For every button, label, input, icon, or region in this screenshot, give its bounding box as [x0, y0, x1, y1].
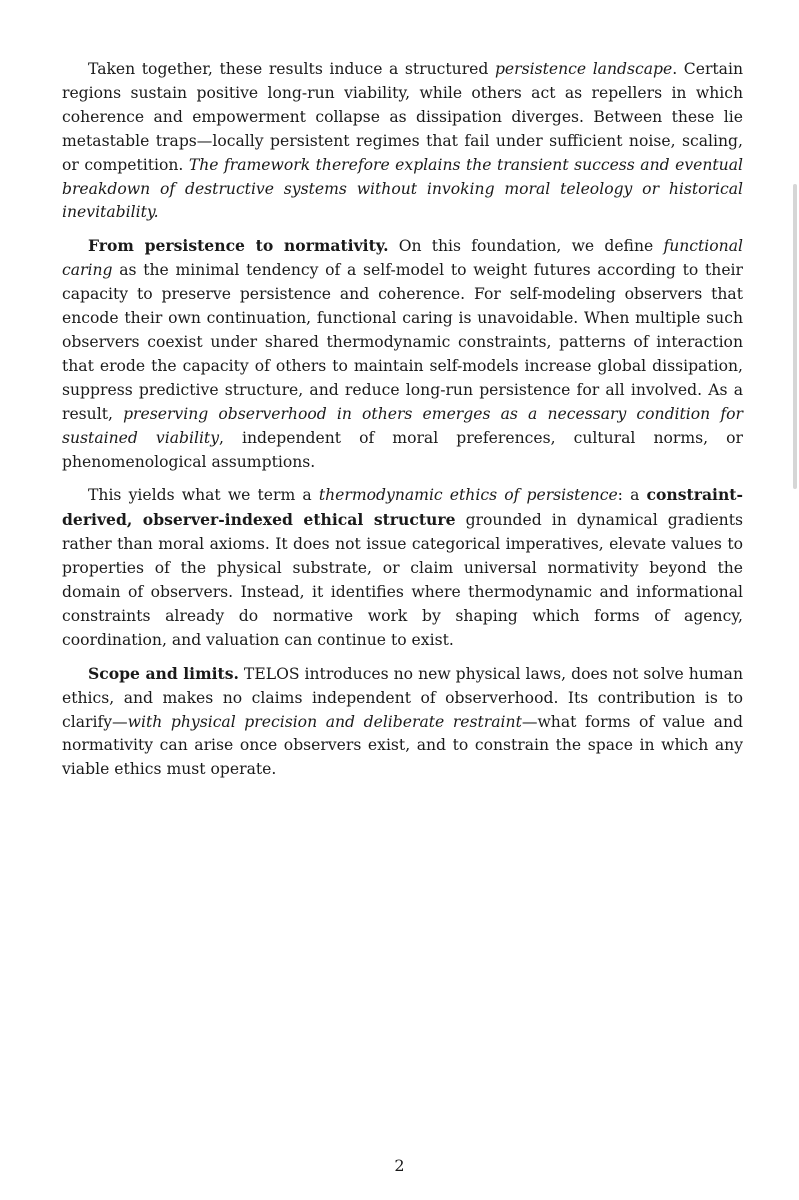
text-run: This yields what we term a: [88, 486, 319, 505]
text-run: , independent of moral preferences, cultural norms, or phenomenological assumptions.: [62, 428, 743, 471]
text-run: —what forms of value and normativity can arise once observers exist, and to constrain the space in which any viable ethics must operate.: [62, 712, 743, 779]
text-run: . Certain regions sustain positive long-run viability, while others act as repellers in which coherence and empowerment collapse as dissipation diverges. Between these lie metastable traps—locally persistent regimes that fail under sufficient noise, scaling, or competition.: [62, 60, 743, 174]
text-run: preserving observerhood in others emerges as a necessary condition for sustained viability: [62, 404, 743, 447]
paragraph-thermodynamic-ethics: [62, 483, 743, 652]
text-run: Scope and limits.: [88, 663, 239, 683]
paragraph-persistence-landscape: [62, 58, 743, 225]
text-run: On this foundation, we define: [388, 237, 664, 256]
text-run: grounded in dynamical gradients rather than moral axioms. It does not issue categorical imperatives, elevate values to properties of the physical substrate, or claim universal normativity beyond the domain of observers. Instead, it identifies where thermodynamic and informational constraints already do normative work by shaping which forms of agency, coordination, and valuation can continue to exist.: [62, 511, 743, 649]
page-number: 2: [394, 1156, 405, 1175]
text-run: constraint-derived, observer-indexed ethical structure: [62, 485, 743, 530]
text-run: persistence landscape: [494, 60, 673, 78]
text-run: The framework therefore explains the transient success and eventual breakdown of destructive systems without invoking moral teleology or historical inevitability.: [62, 155, 743, 222]
text-run: Taken together, these results induce a structured: [88, 60, 495, 78]
paragraph-scope-and-limits: [62, 662, 743, 783]
text-run: thermodynamic ethics of persistence: [318, 486, 618, 505]
scrollbar-thumb[interactable]: [793, 184, 797, 489]
scrollbar-track[interactable]: [791, 0, 799, 1200]
text-run: From persistence to normativity.: [88, 236, 389, 256]
text-run: : a: [617, 486, 647, 505]
paragraph-from-persistence-to-normativity: [62, 234, 743, 474]
text-run: functional caring: [62, 237, 743, 280]
text-run: TELOS introduces no new physical laws, does not solve human ethics, and makes no claims independent of observerhood. Its contribution is to clarify—: [62, 664, 743, 731]
text-run: as the minimal tendency of a self-model to weight futures according to their capacity to preserve persistence and coherence. For self-modeling observers that encode their own continuation, functional caring is unavoidable. When multiple such observers coexist under shared thermodynamic constraints, patterns of interaction that erode the capacity of others to maintain self-models increase global dissipation, suppress predictive structure, and reduce long-run persistence for all involved. As a result,: [62, 261, 743, 423]
text-run: with physical precision and deliberate restraint: [127, 712, 522, 731]
body-text: [62, 58, 743, 791]
